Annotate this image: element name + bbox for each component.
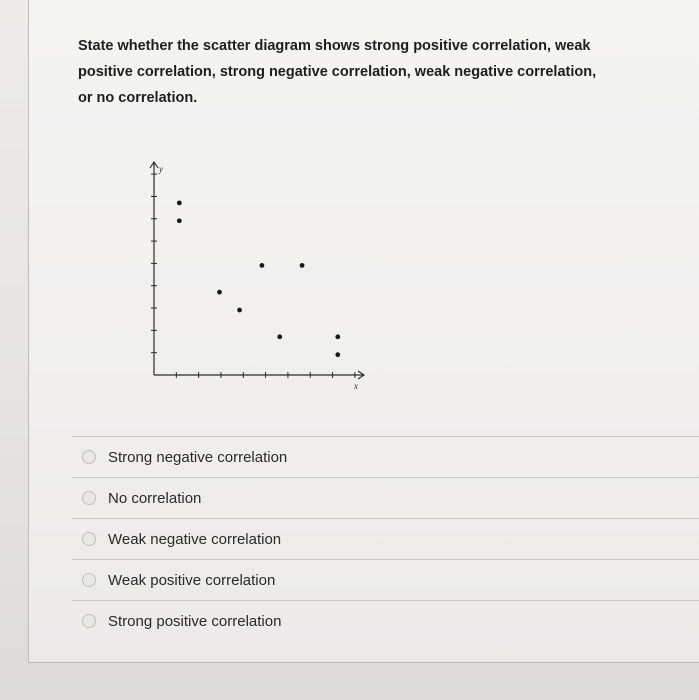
- x-axis-label: x: [354, 381, 358, 391]
- option-no-correlation[interactable]: [72, 477, 699, 518]
- option-weak-negative[interactable]: [72, 518, 699, 559]
- data-point: [217, 290, 222, 295]
- option-label: No correlation: [108, 489, 202, 507]
- question-text: State whether the scatter diagram shows strong positive correlation, weak positive correlation, strong negative correlation, weak negative correlation, or no correlation.: [78, 38, 597, 106]
- option-weak-positive[interactable]: [72, 559, 699, 600]
- data-point: [335, 352, 340, 357]
- scatter-plot: [132, 150, 372, 400]
- radio-button[interactable]: [82, 573, 96, 587]
- data-point: [177, 218, 182, 223]
- radio-button[interactable]: [82, 450, 96, 464]
- radio-button[interactable]: [82, 614, 96, 628]
- radio-button[interactable]: [82, 532, 96, 546]
- radio-button[interactable]: [82, 491, 96, 505]
- data-point: [335, 334, 340, 339]
- option-strong-positive[interactable]: [72, 600, 699, 641]
- data-point: [277, 334, 282, 339]
- option-label: Weak positive correlation: [108, 571, 276, 589]
- data-point: [237, 308, 242, 313]
- y-axis-label: y: [159, 164, 163, 174]
- option-label: Strong negative correlation: [108, 448, 288, 466]
- option-label: Strong positive correlation: [108, 612, 282, 630]
- answer-options: [72, 436, 699, 641]
- data-point: [177, 201, 182, 206]
- data-point: [260, 263, 265, 268]
- option-strong-negative[interactable]: [72, 436, 699, 477]
- option-label: Weak negative correlation: [108, 530, 282, 548]
- data-point: [300, 263, 305, 268]
